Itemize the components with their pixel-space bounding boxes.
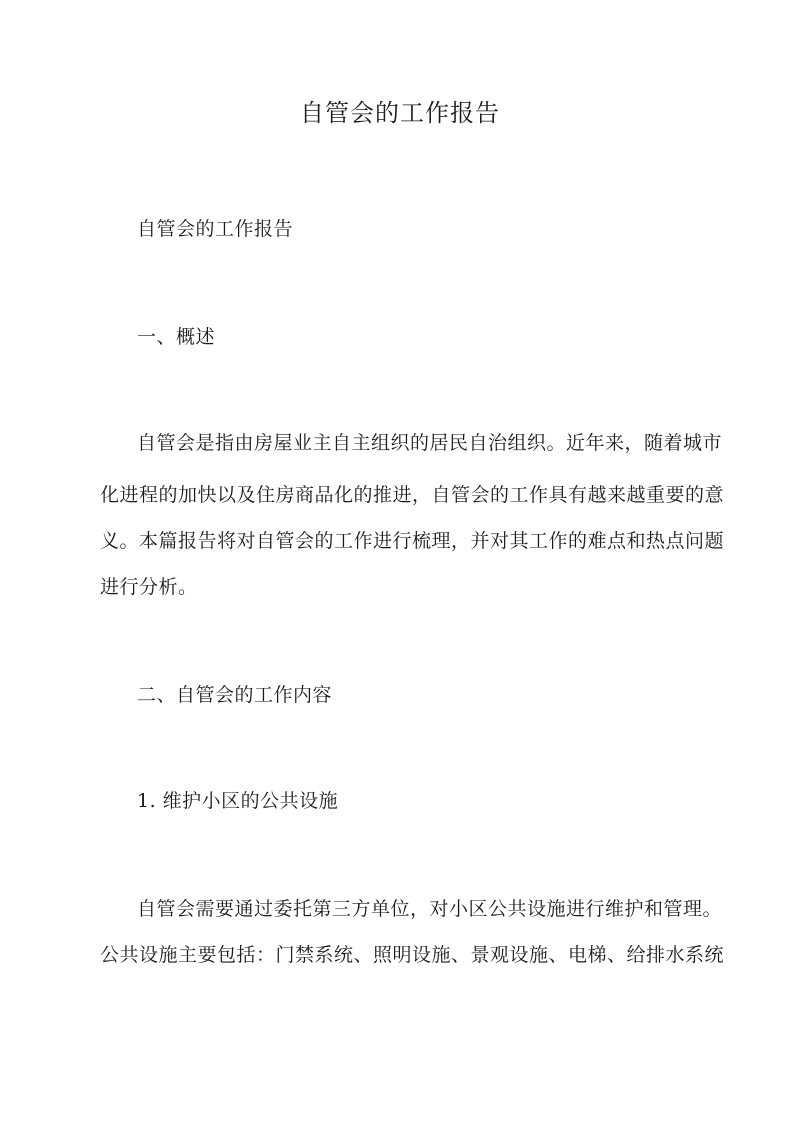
paragraph-line: 化进程的加快以及住房商品化的推进，自管会的工作具有越来越重要的意	[100, 484, 725, 506]
subtitle: 自管会的工作报告	[137, 218, 294, 240]
paragraph-line: 自管会需要通过委托第三方单位，对小区公共设施进行维护和管理。	[137, 898, 723, 920]
section-heading-work-content: 二、自管会的工作内容	[137, 684, 333, 706]
paragraph-line: 进行分析。	[100, 576, 198, 598]
document-title: 自管会的工作报告	[300, 99, 500, 127]
section-heading-overview: 一、概述	[137, 326, 216, 348]
paragraph-line: 公共设施主要包括：门禁系统、照明设施、景观设施、电梯、给排水系统	[100, 944, 725, 966]
paragraph-line: 自管会是指由房屋业主自主组织的居民自治组织。近年来，随着城市	[137, 432, 723, 454]
item-heading-public-facilities: 1. 维护小区的公共设施	[137, 790, 339, 812]
paragraph-line: 义。本篇报告将对自管会的工作进行梳理，并对其工作的难点和热点问题	[100, 530, 725, 552]
